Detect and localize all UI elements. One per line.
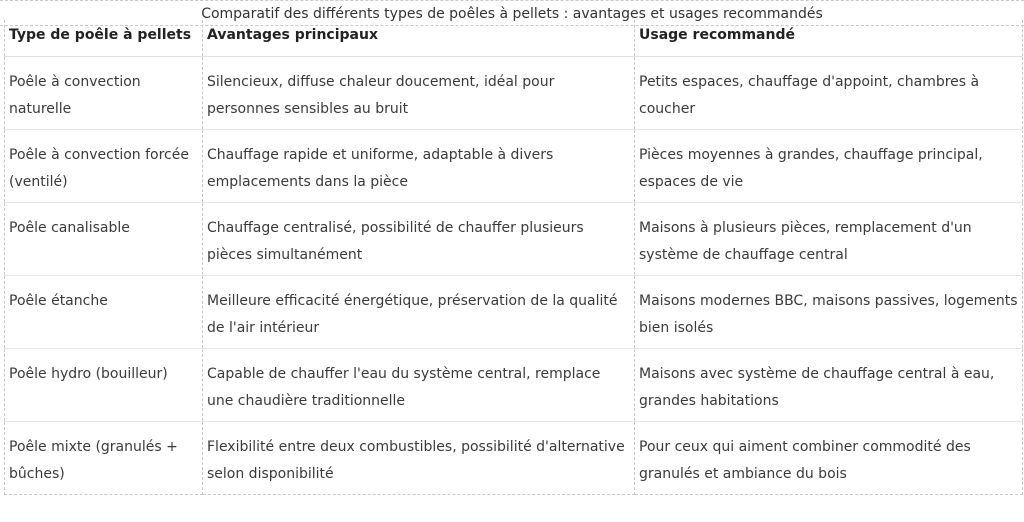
cell-type: Poêle hydro (bouilleur) <box>5 348 203 421</box>
table-row <box>5 56 1023 129</box>
cell-usage: Pour ceux qui aiment combiner commodité des granulés et ambiance du bois <box>635 421 1023 494</box>
header-advantages: Avantages principaux <box>203 20 635 56</box>
table-row <box>5 129 1023 202</box>
cell-advantages: Capable de chauffer l'eau du système central, remplace une chaudière traditionnelle <box>203 348 635 421</box>
table-caption: Comparatif des différents types de poêles à pellets : avantages et usages recommandés <box>0 0 1024 26</box>
header-usage: Usage recommandé <box>635 20 1023 56</box>
cell-advantages: Chauffage rapide et uniforme, adaptable à divers emplacements dans la pièce <box>203 129 635 202</box>
cell-usage: Maisons modernes BBC, maisons passives, logements bien isolés <box>635 275 1023 348</box>
cell-type: Poêle mixte (granulés + bûches) <box>5 421 203 494</box>
cell-advantages: Silencieux, diffuse chaleur doucement, idéal pour personnes sensibles au bruit <box>203 56 635 129</box>
table-row <box>5 348 1023 421</box>
cell-type: Poêle canalisable <box>5 202 203 275</box>
comparison-table <box>4 20 1023 495</box>
cell-usage: Pièces moyennes à grandes, chauffage principal, espaces de vie <box>635 129 1023 202</box>
cell-usage: Maisons avec système de chauffage central à eau, grandes habitations <box>635 348 1023 421</box>
table-row <box>5 202 1023 275</box>
cell-usage: Maisons à plusieurs pièces, remplacement d'un système de chauffage central <box>635 202 1023 275</box>
table-row <box>5 421 1023 494</box>
cell-advantages: Chauffage centralisé, possibilité de chauffer plusieurs pièces simultanément <box>203 202 635 275</box>
cell-advantages: Flexibilité entre deux combustibles, possibilité d'alternative selon disponibilité <box>203 421 635 494</box>
cell-usage: Petits espaces, chauffage d'appoint, chambres à coucher <box>635 56 1023 129</box>
cell-type: Poêle à convection forcée (ventilé) <box>5 129 203 202</box>
cell-advantages: Meilleure efficacité énergétique, préservation de la qualité de l'air intérieur <box>203 275 635 348</box>
table-row <box>5 275 1023 348</box>
cell-type: Poêle étanche <box>5 275 203 348</box>
header-type: Type de poêle à pellets <box>5 20 203 56</box>
comparison-table-container <box>4 20 1022 495</box>
table-header-row <box>5 20 1023 56</box>
cell-type: Poêle à convection naturelle <box>5 56 203 129</box>
